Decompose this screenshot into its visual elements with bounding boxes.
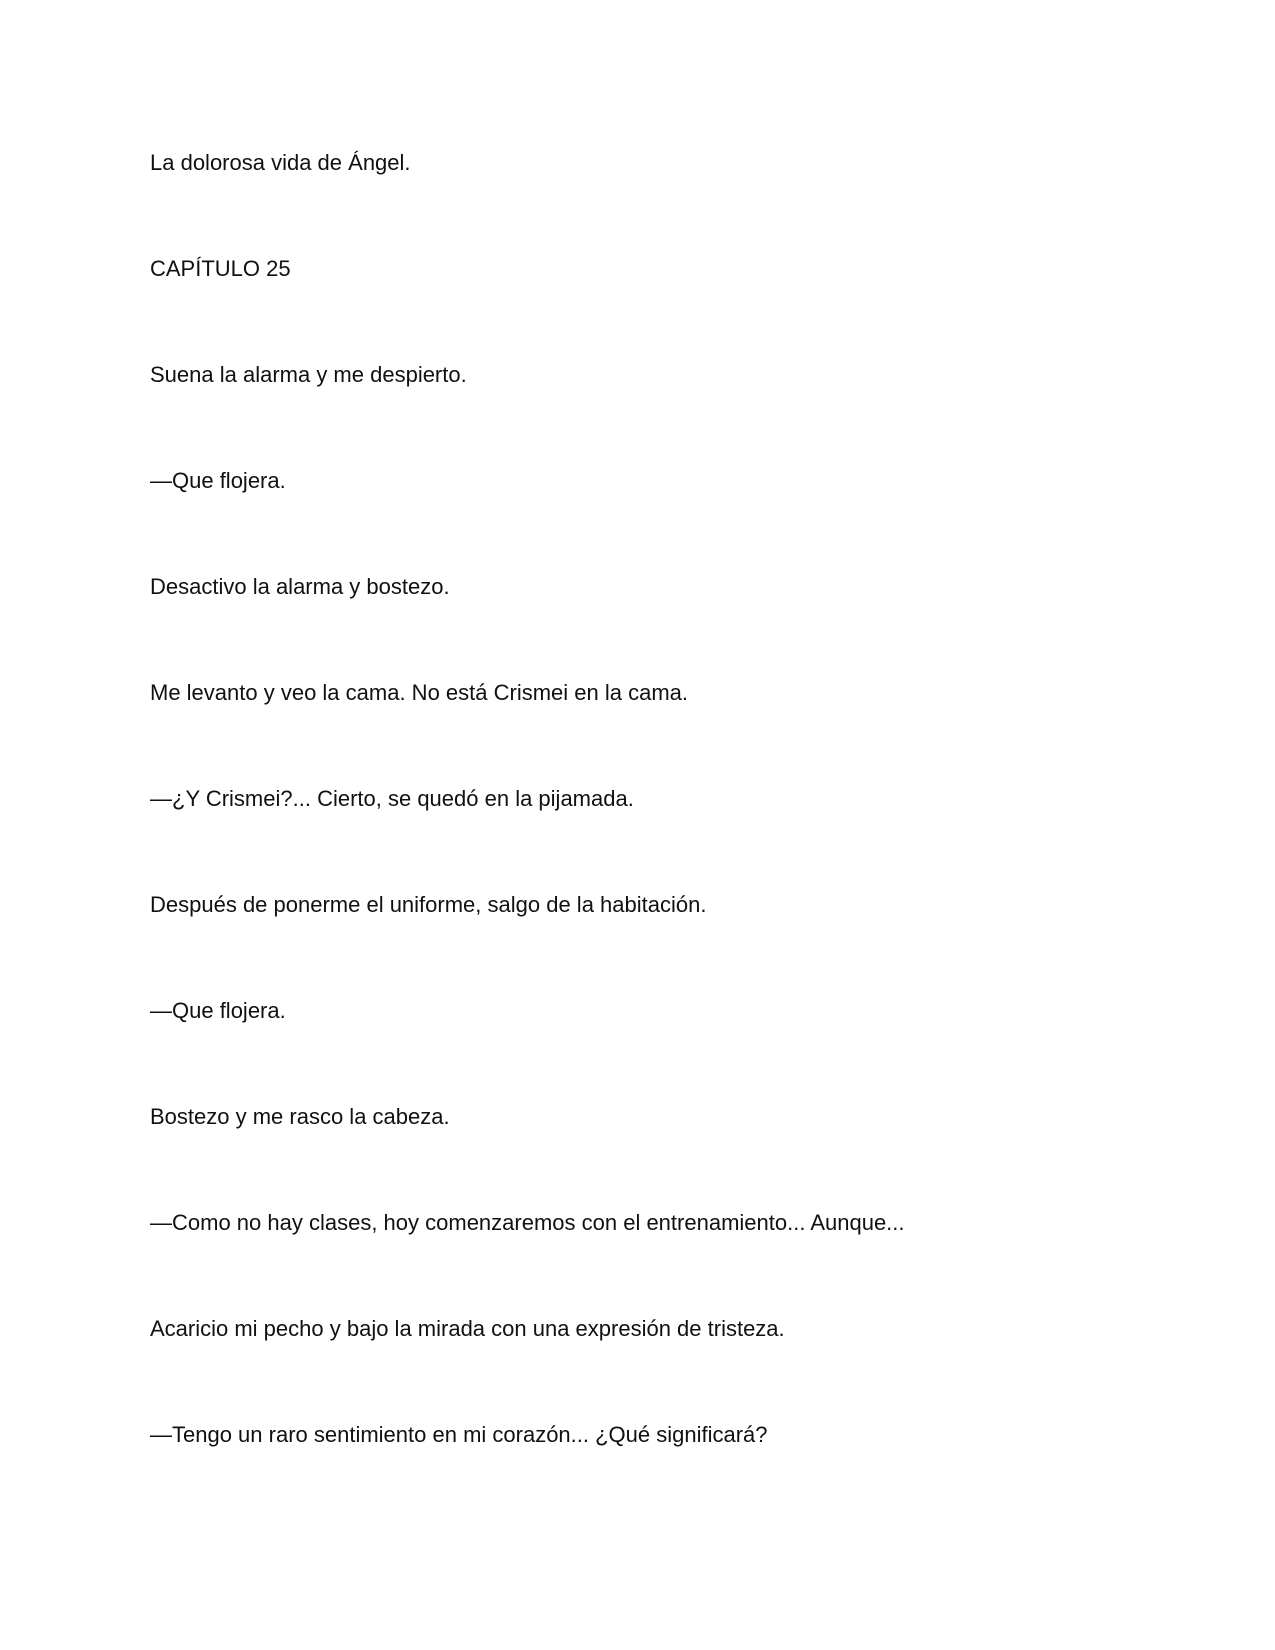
paragraph: —Como no hay clases, hoy comenzaremos con el entrenamiento... Aunque... [150, 1210, 905, 1235]
paragraph: Desactivo la alarma y bostezo. [150, 574, 450, 599]
paragraph: Bostezo y me rasco la cabeza. [150, 1104, 450, 1129]
paragraph: Suena la alarma y me despierto. [150, 362, 467, 387]
paragraph: Me levanto y veo la cama. No está Crismei en la cama. [150, 680, 689, 705]
chapter-heading: CAPÍTULO 25 [150, 256, 291, 281]
paragraph: —¿Y Crismei?... Cierto, se quedó en la pijamada. [150, 786, 634, 811]
paragraph: Después de ponerme el uniforme, salgo de la habitación. [150, 892, 707, 917]
paragraph: Acaricio mi pecho y bajo la mirada con una expresión de tristeza. [150, 1316, 785, 1341]
document-title: La dolorosa vida de Ángel. [150, 150, 411, 175]
paragraph: —Que flojera. [150, 998, 286, 1023]
paragraph: —Tengo un raro sentimiento en mi corazón... ¿Qué significará? [150, 1422, 768, 1447]
paragraph: —Que flojera. [150, 468, 286, 493]
